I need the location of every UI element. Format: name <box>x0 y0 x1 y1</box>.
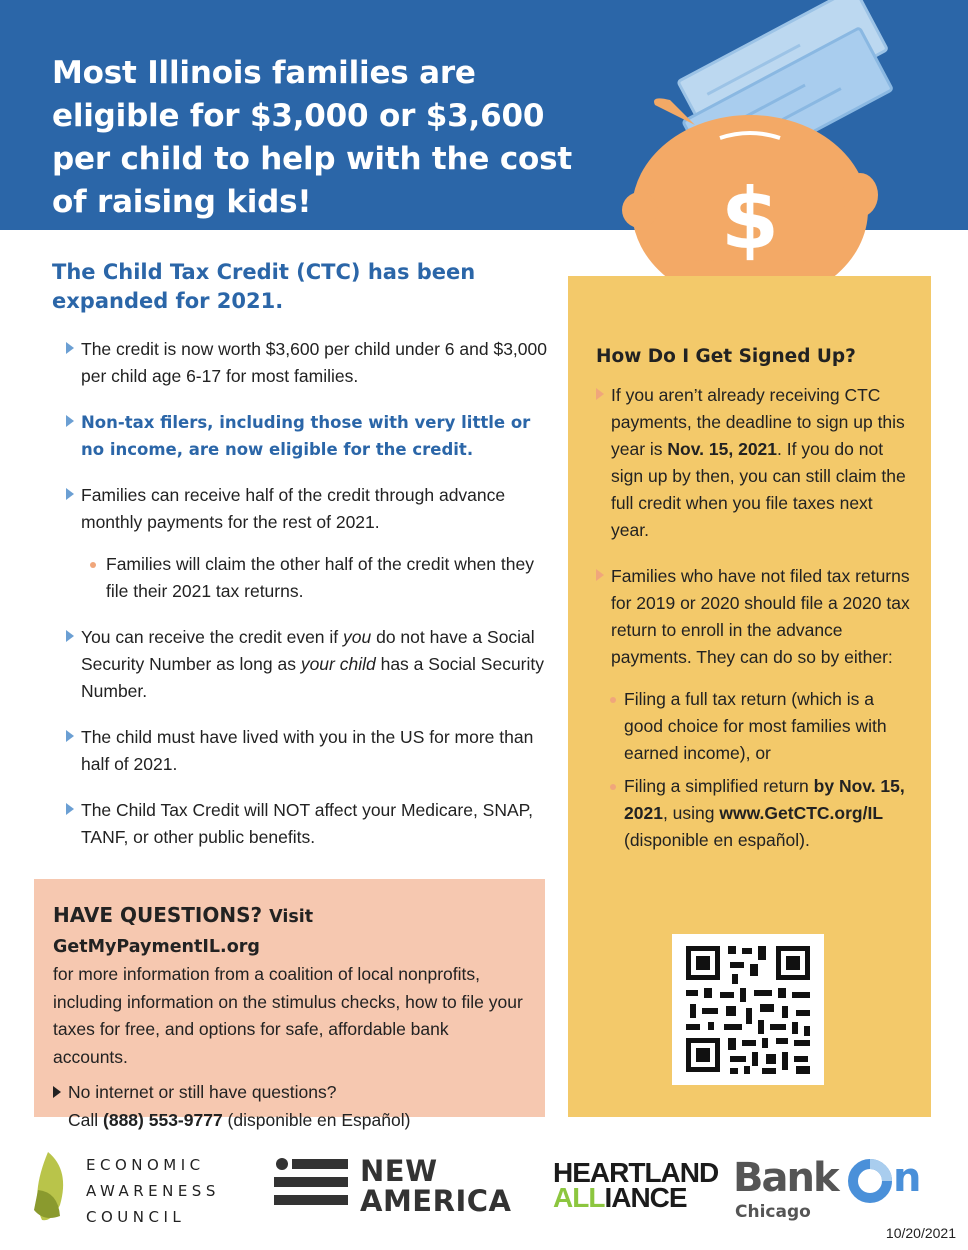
triangle-bullet-icon <box>596 388 604 400</box>
signup-list <box>596 382 914 864</box>
list-item: If you aren’t already receiving CTC payments, the deadline to sign up this year is Nov. 15, 2021. If you do not sign up by then, you can still claim the full credit when you file taxes next year. <box>596 382 914 544</box>
triangle-bullet-icon <box>66 630 74 642</box>
pig-snout <box>622 192 658 228</box>
signup-title: How Do I Get Signed Up? <box>596 346 856 367</box>
heartland-alliance-logo: HEARTLAND ALLIANCE <box>553 1157 719 1213</box>
triangle-bullet-icon <box>66 342 74 354</box>
economic-awareness-council-logo: ECONOMIC AWARENESS COUNCIL <box>30 1150 230 1224</box>
list-item: The credit is now worth $3,600 per child under 6 and $3,000 per child age 6-17 for most families. <box>66 336 554 390</box>
stripes-icon <box>274 1156 354 1218</box>
piggy-bank-illustration <box>610 0 968 320</box>
publication-date: 10/20/2021 <box>885 1225 956 1241</box>
list-subitem: Filing a full tax return (which is a good choice for most families with earned income), or <box>596 686 914 767</box>
dot-bullet-icon <box>90 562 96 568</box>
list-item: Non-tax filers, including those with very little or no income, are now eligible for the credit. <box>66 409 554 463</box>
dot-bullet-icon <box>610 784 616 790</box>
triangle-bullet-icon <box>66 415 74 427</box>
triangle-bullet-icon <box>66 488 74 500</box>
leaf-icon <box>30 1150 80 1224</box>
ring-o-icon <box>847 1158 893 1204</box>
questions-body: for more information from a coalition of local nonprofits, including information on the stimulus checks, how to file your taxes for free, and options for safe, affordable bank accounts. <box>53 964 523 1067</box>
bank-on-chicago-logo: Bank n Chicago <box>733 1155 922 1222</box>
dot-bullet-icon <box>610 697 616 703</box>
new-america-logo: NEW AMERICA <box>274 1156 514 1218</box>
qr-code[interactable] <box>672 934 824 1085</box>
list-item: The Child Tax Credit will NOT affect your Medicare, SNAP, TANF, or other public benefits. <box>66 797 554 851</box>
questions-title: HAVE QUESTIONS? Visit GetMyPaymentIL.org <box>53 903 314 957</box>
list-item: Families can receive half of the credit through advance monthly payments for the rest of 2021. <box>66 482 554 536</box>
list-subitem: Filing a simplified return by Nov. 15, 2021, using www.GetCTC.org/IL (disponible en español). <box>596 773 914 854</box>
ctc-facts-list <box>66 336 554 870</box>
page-headline: Most Illinois families are eligible for $3,000 or $3,600 per child to help with the cost of raising kids! <box>52 55 572 220</box>
triangle-bullet-icon <box>53 1086 61 1098</box>
phone-number[interactable]: (888) 553-9777 <box>103 1109 223 1130</box>
getctc-link[interactable]: www.GetCTC.org/IL <box>719 803 884 823</box>
signup-panel <box>568 276 931 1117</box>
list-item: You can receive the credit even if you do not have a Social Security Number as long as your child has a Social Security Number. <box>66 624 554 705</box>
questions-box <box>34 879 545 1130</box>
triangle-bullet-icon <box>66 803 74 815</box>
list-item: Families who have not filed tax returns for 2019 or 2020 should file a 2020 tax return to enroll in the advance payments. They can do so by either: <box>596 563 914 671</box>
section-subhead: The Child Tax Credit (CTC) has been expanded for 2021. <box>52 260 476 313</box>
dollar-sign-icon: $ <box>720 170 780 268</box>
phone-help: No internet or still have questions? Call (888) 553-9777 (disponible en Español) <box>53 1079 525 1134</box>
triangle-bullet-icon <box>66 730 74 742</box>
triangle-bullet-icon <box>596 569 604 581</box>
visit-link[interactable]: Visit GetMyPaymentIL.org <box>53 907 314 957</box>
list-subitem: Families will claim the other half of the credit when they file their 2021 tax returns. <box>66 551 554 605</box>
partner-logos <box>0 1138 968 1250</box>
qr-code-icon <box>672 934 824 1085</box>
list-item: The child must have lived with you in the US for more than half of 2021. <box>66 724 554 778</box>
